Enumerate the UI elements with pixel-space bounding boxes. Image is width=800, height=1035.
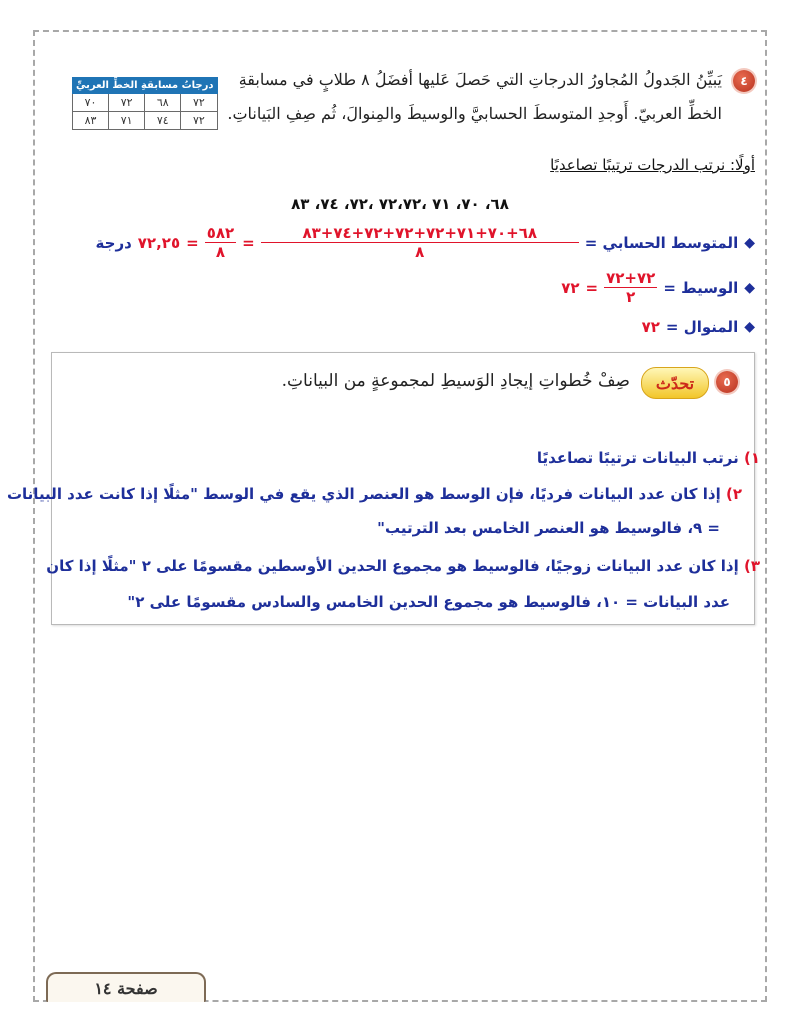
median-result: ٧٢ — [561, 278, 580, 297]
page-number-tab: صفحة ١٤ — [46, 972, 206, 1002]
median-row: ◆ الوسيط = $\frac{٧٢+٧٢}{٢}$ = ٧٢ — [561, 269, 755, 306]
table-cell: ٧٤ — [145, 112, 181, 130]
talk-badge: تحدّث — [641, 367, 709, 399]
mean-total-fraction: $\frac{٥٨٢}{٨}$ — [206, 224, 235, 261]
problem-4-text-line-2: الخطِّ العربيّ. أَوجدِ المتوسطَ الحسابيَّ والوسيطَ والمِنوالَ، ثُم صِفِ البَياناتِ. — [227, 104, 722, 123]
mean-row: ◆ المتوسط الحسابي = $\frac{٦٨+٧٠+٧١+٧٢+٧٢+٧٢+٧٤+٨٣}{٨}$ = $\frac{٥٨٢}{٨}$ = ٧٢,٢٥ درجة — [95, 224, 755, 261]
table-cell: ٧٢ — [109, 94, 145, 112]
mean-unit: درجة — [95, 233, 132, 252]
sorted-values: ٦٨، ٧٠، ٧١ ،٧٢،٧٢ ،٧٢، ٧٤، ٨٣ — [291, 195, 509, 213]
mean-label: المتوسط الحسابي = — [584, 233, 739, 252]
mean-sum-fraction: $\frac{٦٨+٧٠+٧١+٧٢+٧٢+٧٢+٧٤+٨٣}{٨}$ — [261, 225, 579, 260]
table-row — [73, 112, 218, 130]
mean-result: ٧٢,٢٥ — [137, 233, 181, 252]
scores-table-header: درجاتُ مسابقةِ الخطِّ العربيِّ — [73, 78, 218, 94]
solution-heading: أولًا: نرتب الدرجات ترتيبًا تصاعديًا — [550, 156, 755, 174]
table-cell: ٧٢ — [181, 94, 217, 112]
step-3-line-1: ٣) إذا كان عدد البيانات زوجيًا، فالوسيط هو مجموع الحدين الأوسطين مقسومًا على ٢ "مثلًا إذا كان — [46, 557, 760, 575]
diamond-bullet-icon: ◆ — [744, 234, 755, 251]
table-cell: ٧٢ — [181, 112, 217, 130]
problem-5-question: صِفْ خُطواتِ إيجادِ الوَسيطِ لمجموعةٍ من البياناتِ. — [281, 371, 630, 391]
mode-label: المنوال = — [665, 318, 739, 336]
table-cell: ٦٨ — [145, 94, 181, 112]
median-fraction: $\frac{٧٢+٧٢}{٢}$ — [606, 269, 656, 306]
scores-table — [72, 77, 218, 130]
step-3-line-2: عدد البيانات = ١٠، فالوسيط هو مجموع الحدين الخامس والسادس مقسومًا على ٢" — [127, 593, 730, 611]
problem-4-text-line-1: يَبيِّنُ الجَدولُ المُجاورُ الدرجاتِ التي حَصلَ عَليها أفضَلُ ٨ طلابٍ في مسابقةِ — [238, 70, 722, 89]
step-2-line-1: ٢) إذا كان عدد البيانات فرديًا، فإن الوسط هو العنصر الذي يقع في الوسط "مثلًا إذا كانت عدد البيانات — [6, 485, 742, 503]
median-label: الوسيط = — [663, 278, 739, 297]
table-row — [73, 94, 218, 112]
mode-result: ٧٢ — [641, 318, 660, 336]
step-1: ١) نرتب البيانات ترتيبًا تصاعديًا — [536, 449, 760, 467]
diamond-bullet-icon: ◆ — [744, 279, 755, 296]
step-2-line-2: = ٩، فالوسيط هو العنصر الخامس بعد الترتيب" — [377, 519, 720, 537]
table-cell: ٧١ — [109, 112, 145, 130]
table-cell: ٨٣ — [73, 112, 109, 130]
problem-5-number-badge: ٥ — [716, 371, 738, 393]
problem-4-number-badge: ٤ — [733, 70, 755, 92]
mode-row — [642, 318, 755, 336]
diamond-bullet-icon: ◆ — [744, 319, 755, 335]
table-cell: ٧٠ — [73, 94, 109, 112]
